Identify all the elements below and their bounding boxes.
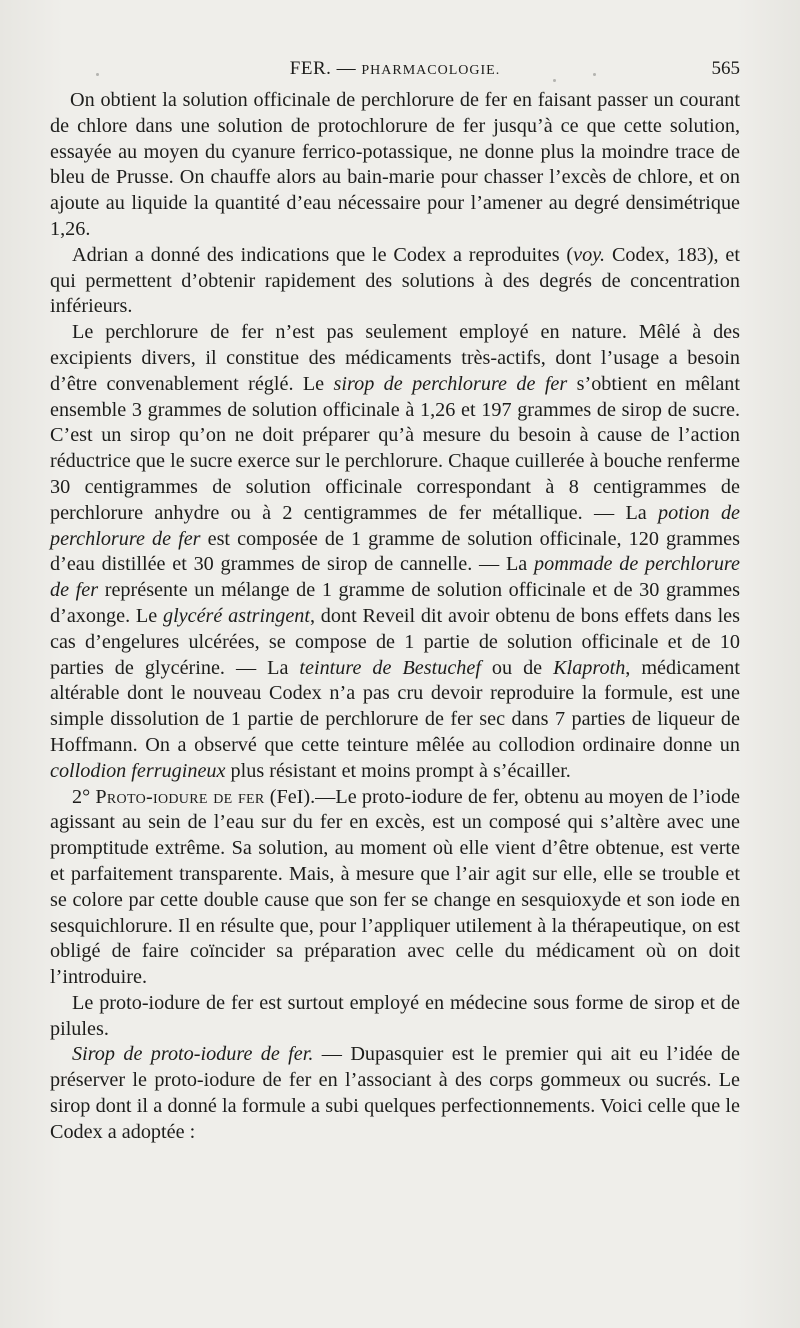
paragraph-text: ou de [480, 656, 554, 679]
italic-reference: voy. [573, 243, 606, 266]
paragraph-text: plus résistant et moins prompt à s’écailler. [225, 759, 571, 782]
paragraph-text: représente un mélange de 1 gramme de solution officinale et de 30 grammes d’axonge. Le [50, 579, 740, 627]
body-text [50, 88, 740, 1146]
italic-term-potion: potion de perchlorure de fer [50, 501, 740, 550]
subsection-heading: Sirop de proto-iodure de fer. [72, 1043, 314, 1066]
paragraph-text: On obtient la solution officinale de perchlorure de fer en faisant passer un courant de chlore dans une solution de protochlorure de fer jusqu’à ce que cette solution, essayée au moyen du cyanure ferrico-potassique, ne donne plus la moindre trace de bleu de Prusse. On chauffe alors au bain-marie pour chasser l’excès de chlore, et on ajoute au liquide la quantité d’eau nécessaire pour l’amener au degré densimétrique 1,26. [50, 89, 740, 240]
paragraph-proto-iodure [50, 785, 740, 991]
paragraph-text: est composée de 1 gramme de solution officinale, 120 grammes d’eau distillée et 30 grammes de sirop de cannelle. — La [50, 527, 740, 576]
print-speck [553, 79, 556, 82]
paragraph-solution-officinale [50, 88, 740, 243]
print-speck [593, 73, 596, 76]
paragraph-text: Le proto-iodure de fer est surtout employé en médecine sous forme de sirop et de pilules. [50, 991, 740, 1040]
page-header [50, 58, 740, 86]
italic-term-klaproth: Klaproth [553, 656, 626, 679]
paragraph-text: , médicament altérable dont le nouveau Codex n’a pas cru devoir reproduire la formule, est une simple dissolution de 1 partie de perchlorure de fer sec dans 7 parties de liqueur de Hoffmann. On a observé que cette teinture mêlée au collodion ordinaire donne un [50, 656, 740, 756]
paragraph-text: Codex, 183), et qui permettent d’obtenir rapidement des solutions à des degrés de concentration inférieurs. [50, 243, 740, 318]
print-speck [96, 73, 99, 76]
page-number: 565 [711, 58, 740, 79]
paragraph-text: —Le proto-iodure de fer, obtenu au moyen de l’iode agissant au sein de l’eau sur du fer en excès, est un composé qui s’altère avec une promptitude extrême. Sa solution, au moment où elle vient d’être obtenue, est verte et parfaitement transparente. Mais, à mesure que l’air agit sur elle, elle se trouble et se colore par cette double cause que son fer se change en sesquioxyde et son iode en sesquichlorure. Il en résulte que, pour l’appliquer utilement à la thérapeutique, on est obligé de faire coïncider sa préparation avec celle du médicament où on doit l’introduire. [50, 785, 741, 989]
paragraph-text: — Dupasquier est le premier qui ait eu l’idée de préserver le proto-iodure de fer en l’associant à des corps gommeux ou sucrés. Le sirop dont il a donné la formule a subi quelques perfectionnements. Voici celle que le Codex a adoptée : [50, 1043, 740, 1143]
italic-term-pommade: pommade de perchlorure de fer [50, 553, 740, 602]
paragraph-text: Le perchlorure de fer n’est pas seulement employé en nature. Mêlé à des excipients divers, il constitue des médicaments très-actifs, dont l’usage a besoin d’être convenablement réglé. Le [50, 321, 740, 395]
paragraph-text: s’obtient en mêlant ensemble 3 grammes de solution officinale à 1,26 et 197 grammes de sirop de sucre. C’est un sirop qu’on ne doit préparer qu’à mesure du besoin à cause de l’action réductrice que le sucre exerce sur le perchlorure. Chaque cuillerée à bouche renferme 30 centigrammes de solution officinale correspondant à 8 centigrammes de perchlorure anhydre ou à 2 centigrammes de fer métallique. — La [50, 372, 740, 524]
chemical-formula: (FeI). [264, 785, 316, 808]
paragraph-adrian [50, 243, 740, 320]
paragraph-text: , dont Reveil dit avoir obtenu de bons effets dans les cas d’engelures ulcérées, se compose de 1 partie de solution officinale et de 10 parties de glycérine. — La [50, 604, 740, 679]
paragraph-sirop-proto-iodure [50, 1042, 740, 1145]
running-title-main: FER. [289, 58, 332, 79]
italic-term-sirop: sirop de perchlorure de fer [333, 372, 568, 395]
section-heading: Proto-iodure de fer [95, 785, 265, 808]
paragraph-proto-iodure-emploi [50, 991, 740, 1043]
running-title [50, 58, 740, 80]
italic-term-collodion: collodion ferrugineux [50, 759, 226, 782]
paragraph-text: Adrian a donné des indications que le Codex a reproduites ( [72, 243, 574, 266]
italic-term-teinture: teinture de Bestuchef [299, 656, 481, 679]
paragraph-perchlorure-usage [50, 320, 740, 784]
running-title-sub: PHARMACOLOGIE. [361, 63, 501, 78]
italic-term-glycere: glycéré astringent [162, 604, 310, 627]
running-title-dash: — [336, 58, 357, 79]
section-number: 2° [72, 785, 96, 808]
